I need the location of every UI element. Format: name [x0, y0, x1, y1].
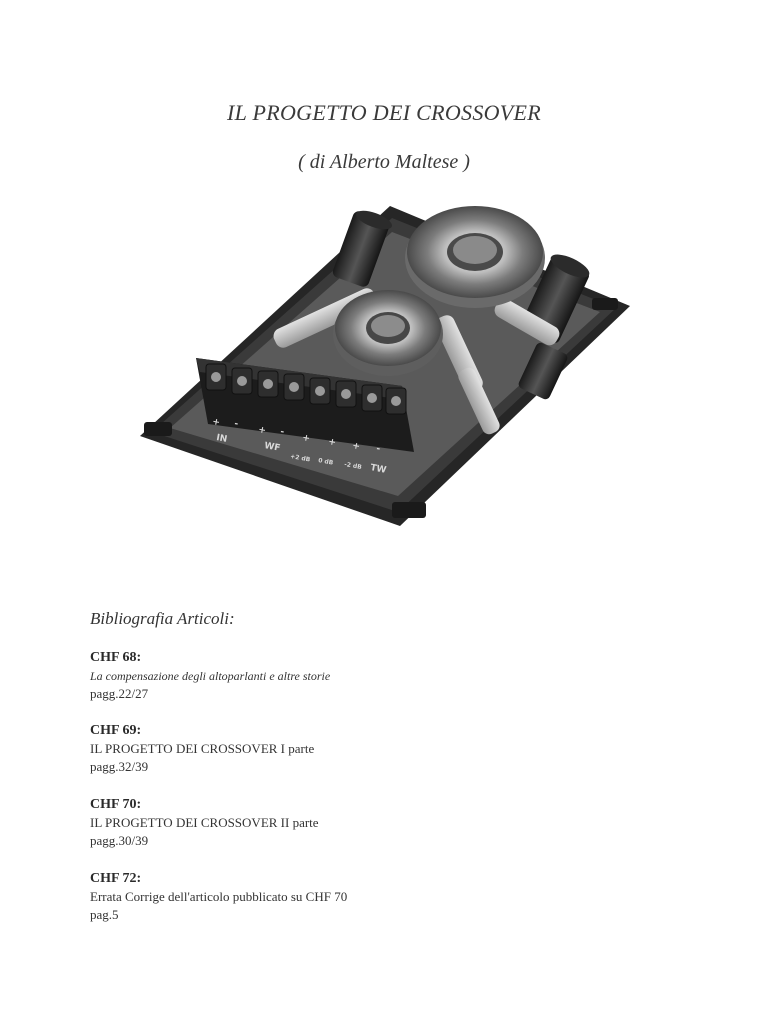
- entry-pages: pagg.32/39: [90, 759, 149, 774]
- terminal-label: +: [351, 441, 361, 453]
- entry-code: CHF 68:: [90, 650, 142, 665]
- terminal-label: +: [327, 437, 337, 449]
- entry-description: Errata Corrige dell'articolo pubblicato su CHF 70: [90, 889, 348, 904]
- bibliography-entry: [90, 796, 319, 850]
- terminal-label: -: [279, 427, 285, 438]
- entry-pages: pag.5: [90, 907, 119, 922]
- terminal-label: IN: [215, 433, 228, 445]
- entry-code: CHF 69:: [90, 723, 142, 738]
- bibliography-entry: [90, 722, 314, 776]
- terminal-label: 0 dB: [317, 457, 334, 467]
- crossover-board-photo: [130, 196, 630, 546]
- inductor-coil-small: [333, 290, 443, 376]
- inductor-coil-large: [405, 206, 545, 308]
- entry-code: CHF 72:: [90, 871, 142, 886]
- bibliography-entry: [90, 649, 330, 703]
- terminal-label: WF: [263, 441, 282, 454]
- entry-pages: pagg.22/27: [90, 686, 149, 701]
- entry-code: CHF 70:: [90, 797, 142, 812]
- bibliography-heading: Bibliografia Articoli:: [90, 609, 235, 628]
- page-title: IL PROGETTO DEI CROSSOVER: [226, 100, 542, 125]
- terminal-label: -: [375, 444, 381, 455]
- terminal-label: +: [211, 417, 221, 429]
- terminal-label: -: [233, 419, 239, 430]
- terminal-label: -2 dB: [343, 461, 363, 472]
- entry-description: IL PROGETTO DEI CROSSOVER II parte: [90, 815, 319, 830]
- entry-pages: pagg.30/39: [90, 833, 149, 848]
- terminal-label: TW: [369, 463, 388, 476]
- bibliography-entry: [90, 870, 347, 924]
- terminal-label: +2 dB: [289, 453, 311, 464]
- entry-description: La compensazione degli altoparlanti e altre storie: [90, 669, 331, 683]
- author-line: ( di Alberto Maltese ): [298, 151, 470, 173]
- terminal-label: +: [257, 425, 267, 437]
- terminal-label: +: [301, 433, 311, 445]
- entry-description: IL PROGETTO DEI CROSSOVER I parte: [90, 741, 315, 756]
